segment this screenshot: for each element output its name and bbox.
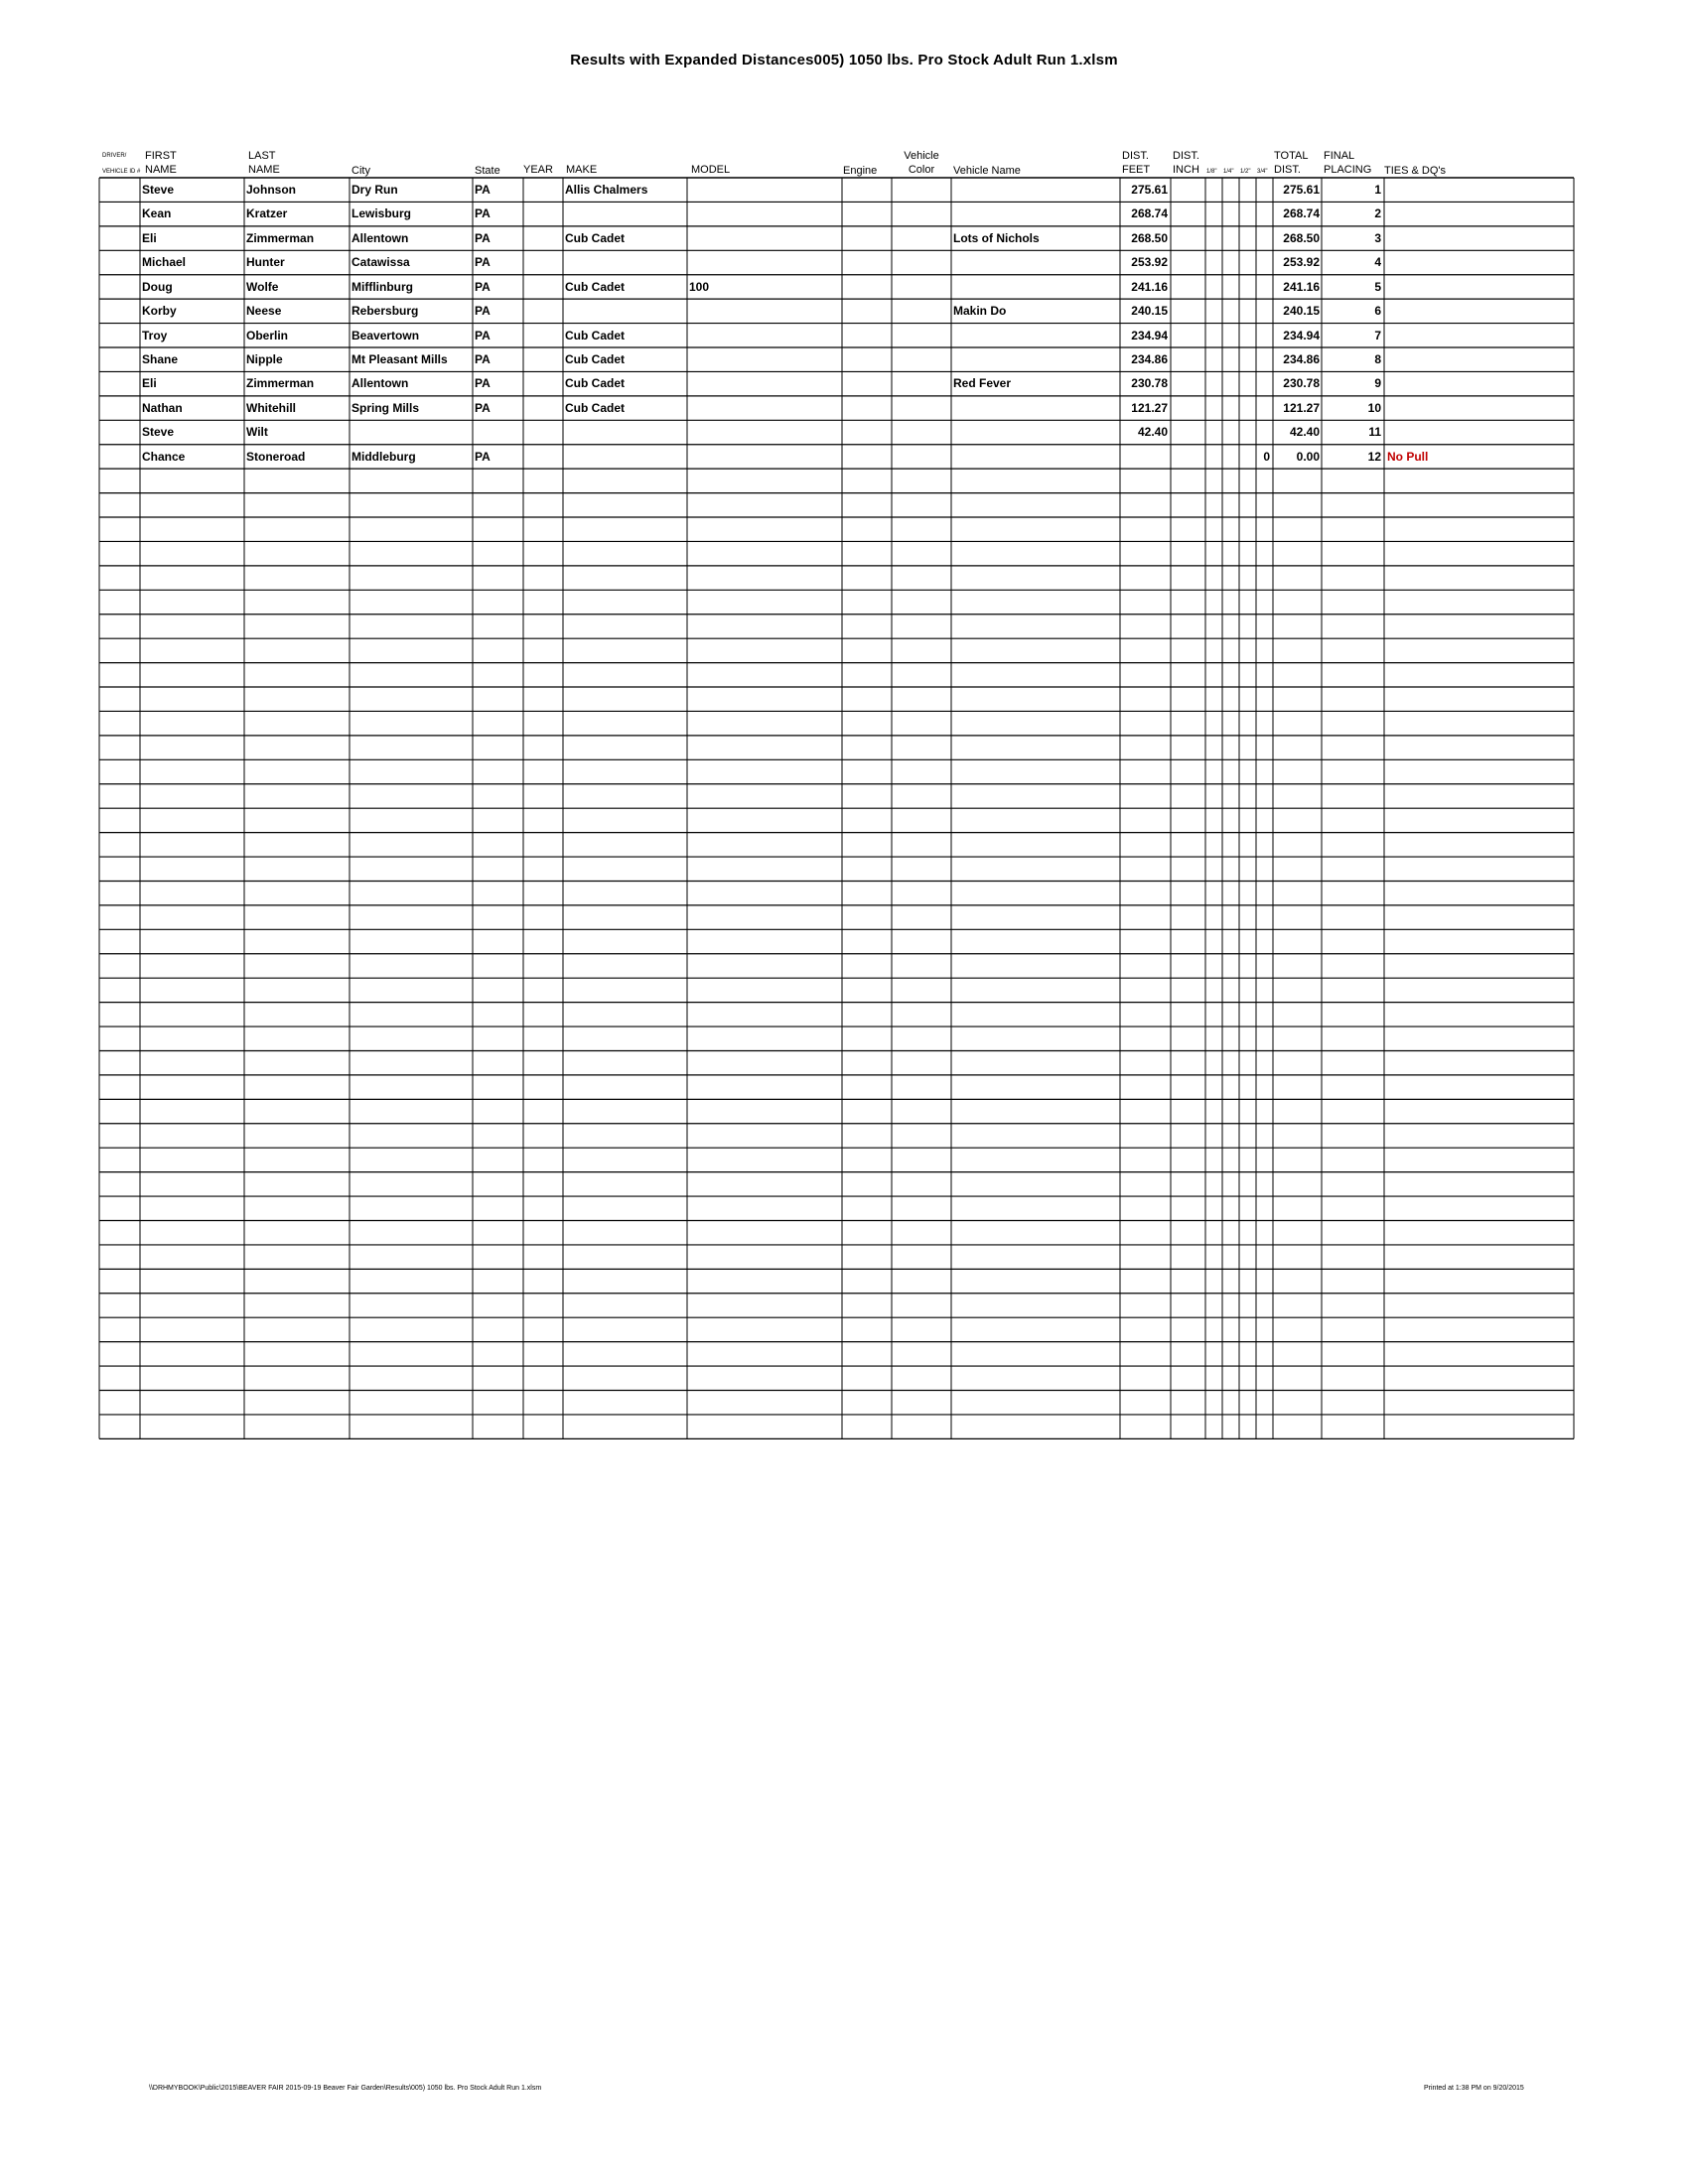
final-placing-cell: 12 xyxy=(1367,449,1381,464)
first-name-cell: Shane xyxy=(142,352,179,366)
make-cell: Cub Cadet xyxy=(565,328,625,342)
header-engine: Engine xyxy=(843,165,878,177)
state-cell: PA xyxy=(475,376,491,391)
footer-printed-timestamp: Printed at 1:38 PM on 9/20/2015 xyxy=(1424,2085,1524,2092)
header-vehicle-color-top: Vehicle xyxy=(904,150,939,162)
ties-dq-cell: No Pull xyxy=(1387,449,1429,464)
header-first-name-top: FIRST xyxy=(145,150,177,162)
last-name-cell: Kratzer xyxy=(246,206,288,221)
total-dist-cell: 230.78 xyxy=(1283,376,1320,391)
make-cell: Allis Chalmers xyxy=(565,183,648,197)
state-cell: PA xyxy=(475,400,491,415)
final-placing-cell: 1 xyxy=(1374,183,1381,197)
city-cell: Spring Mills xyxy=(352,400,420,415)
total-dist-cell: 275.61 xyxy=(1283,183,1320,197)
total-dist-cell: 234.86 xyxy=(1283,352,1320,366)
header-frac-quarter: 1/4" xyxy=(1223,169,1234,175)
final-placing-cell: 6 xyxy=(1374,304,1381,319)
make-cell: Cub Cadet xyxy=(565,400,625,415)
last-name-cell: Neese xyxy=(246,304,282,319)
final-placing-cell: 5 xyxy=(1374,279,1381,294)
city-cell: Mt Pleasant Mills xyxy=(352,352,448,366)
vehicle-name-cell: Lots of Nichols xyxy=(953,230,1040,245)
state-cell: PA xyxy=(475,328,491,342)
first-name-cell: Michael xyxy=(142,255,187,270)
first-name-cell: Steve xyxy=(142,183,175,197)
header-year: YEAR xyxy=(523,164,553,176)
last-name-cell: Wilt xyxy=(246,425,268,440)
header-final-placing-top: FINAL xyxy=(1324,150,1355,162)
make-cell: Cub Cadet xyxy=(565,376,625,391)
vehicle-name-cell: Red Fever xyxy=(953,376,1012,391)
header-last-name-bottom: NAME xyxy=(248,164,280,176)
make-cell: Cub Cadet xyxy=(565,279,625,294)
dist-feet-cell: 234.86 xyxy=(1131,352,1168,366)
final-placing-cell: 7 xyxy=(1374,328,1381,342)
dist-feet-cell: 121.27 xyxy=(1131,400,1168,415)
header-state: State xyxy=(475,165,500,177)
header-driver-id-bottom: VEHICLE ID # xyxy=(102,169,141,175)
final-placing-cell: 9 xyxy=(1374,376,1381,391)
dist-feet-cell: 234.94 xyxy=(1131,328,1168,342)
vehicle-name-cell: Makin Do xyxy=(953,304,1007,319)
last-name-cell: Nipple xyxy=(246,352,283,366)
total-dist-cell: 234.94 xyxy=(1283,328,1320,342)
city-cell: Allentown xyxy=(352,230,409,245)
header-last-name-top: LAST xyxy=(248,150,276,162)
final-placing-cell: 4 xyxy=(1374,255,1381,270)
last-name-cell: Zimmerman xyxy=(246,376,315,391)
dist-feet-cell: 253.92 xyxy=(1131,255,1168,270)
city-cell: Middleburg xyxy=(352,449,416,464)
first-name-cell: Troy xyxy=(142,328,168,342)
total-dist-cell: 241.16 xyxy=(1283,279,1320,294)
state-cell: PA xyxy=(475,279,491,294)
fraction-cell: 0 xyxy=(1263,449,1270,464)
footer-file-path: \\DRHMYBOOK\Public\2015\BEAVER FAIR 2015-09-19 Beaver Fair Garden\Results\005) 1050 lbs. Pro Stock Adult Run 1.xlsm xyxy=(149,2085,542,2092)
city-cell: Catawissa xyxy=(352,255,410,270)
city-cell: Lewisburg xyxy=(352,206,412,221)
header-vehicle-color-bottom: Color xyxy=(908,164,935,176)
total-dist-cell: 121.27 xyxy=(1283,400,1320,415)
model-cell: 100 xyxy=(689,279,710,294)
header-total-dist-top: TOTAL xyxy=(1274,150,1309,162)
first-name-cell: Kean xyxy=(142,206,172,221)
city-cell: Rebersburg xyxy=(352,304,419,319)
state-cell: PA xyxy=(475,255,491,270)
state-cell: PA xyxy=(475,449,491,464)
dist-feet-cell: 241.16 xyxy=(1131,279,1168,294)
city-cell: Beavertown xyxy=(352,328,420,342)
header-frac-eighth: 1/8" xyxy=(1206,169,1217,175)
dist-feet-cell: 42.40 xyxy=(1137,425,1168,440)
first-name-cell: Steve xyxy=(142,425,175,440)
total-dist-cell: 268.74 xyxy=(1283,206,1320,221)
header-dist-inch-top: DIST. xyxy=(1173,150,1199,162)
dist-feet-cell: 240.15 xyxy=(1131,304,1168,319)
last-name-cell: Oberlin xyxy=(246,328,289,342)
first-name-cell: Eli xyxy=(142,376,157,391)
header-frac-three-quarter: 3/4" xyxy=(1257,169,1268,175)
total-dist-cell: 240.15 xyxy=(1283,304,1320,319)
make-cell: Cub Cadet xyxy=(565,352,625,366)
dist-feet-cell: 230.78 xyxy=(1131,376,1168,391)
header-dist-feet-top: DIST. xyxy=(1122,150,1149,162)
state-cell: PA xyxy=(475,183,491,197)
header-first-name-bottom: NAME xyxy=(145,164,177,176)
last-name-cell: Zimmerman xyxy=(246,230,315,245)
total-dist-cell: 42.40 xyxy=(1289,425,1320,440)
first-name-cell: Chance xyxy=(142,449,186,464)
total-dist-cell: 253.92 xyxy=(1283,255,1320,270)
make-cell: Cub Cadet xyxy=(565,230,625,245)
header-ties-dqs: TIES & DQ's xyxy=(1384,165,1446,177)
first-name-cell: Eli xyxy=(142,230,157,245)
final-placing-cell: 3 xyxy=(1374,230,1381,245)
header-vehicle-name: Vehicle Name xyxy=(953,165,1021,177)
header-frac-half: 1/2" xyxy=(1240,169,1251,175)
total-dist-cell: 0.00 xyxy=(1296,449,1320,464)
header-make: MAKE xyxy=(566,164,598,176)
final-placing-cell: 11 xyxy=(1368,425,1381,440)
last-name-cell: Johnson xyxy=(246,183,296,197)
dist-feet-cell: 268.74 xyxy=(1131,206,1168,221)
last-name-cell: Hunter xyxy=(246,255,285,270)
dist-feet-cell: 268.50 xyxy=(1131,230,1168,245)
last-name-cell: Whitehill xyxy=(246,400,296,415)
document-title: Results with Expanded Distances005) 1050 lbs. Pro Stock Adult Run 1.xlsm xyxy=(570,52,1118,68)
final-placing-cell: 8 xyxy=(1374,352,1381,366)
header-total-dist-bottom: DIST. xyxy=(1274,164,1301,176)
first-name-cell: Doug xyxy=(142,279,173,294)
last-name-cell: Stoneroad xyxy=(246,449,306,464)
dist-feet-cell: 275.61 xyxy=(1131,183,1168,197)
state-cell: PA xyxy=(475,352,491,366)
last-name-cell: Wolfe xyxy=(246,279,279,294)
first-name-cell: Korby xyxy=(142,304,177,319)
state-cell: PA xyxy=(475,304,491,319)
header-final-placing-bottom: PLACING xyxy=(1324,164,1372,176)
header-city: City xyxy=(352,165,370,177)
header-dist-feet-bottom: FEET xyxy=(1122,164,1151,176)
first-name-cell: Nathan xyxy=(142,400,183,415)
header-dist-inch-bottom: INCH xyxy=(1173,164,1199,176)
total-dist-cell: 268.50 xyxy=(1283,230,1320,245)
state-cell: PA xyxy=(475,230,491,245)
header-driver-id-top: DRIVER/ xyxy=(102,153,127,159)
city-cell: Allentown xyxy=(352,376,409,391)
header-model: MODEL xyxy=(691,164,731,176)
state-cell: PA xyxy=(475,206,491,221)
city-cell: Mifflinburg xyxy=(352,279,413,294)
city-cell: Dry Run xyxy=(352,183,398,197)
final-placing-cell: 10 xyxy=(1367,400,1381,415)
final-placing-cell: 2 xyxy=(1374,206,1381,221)
